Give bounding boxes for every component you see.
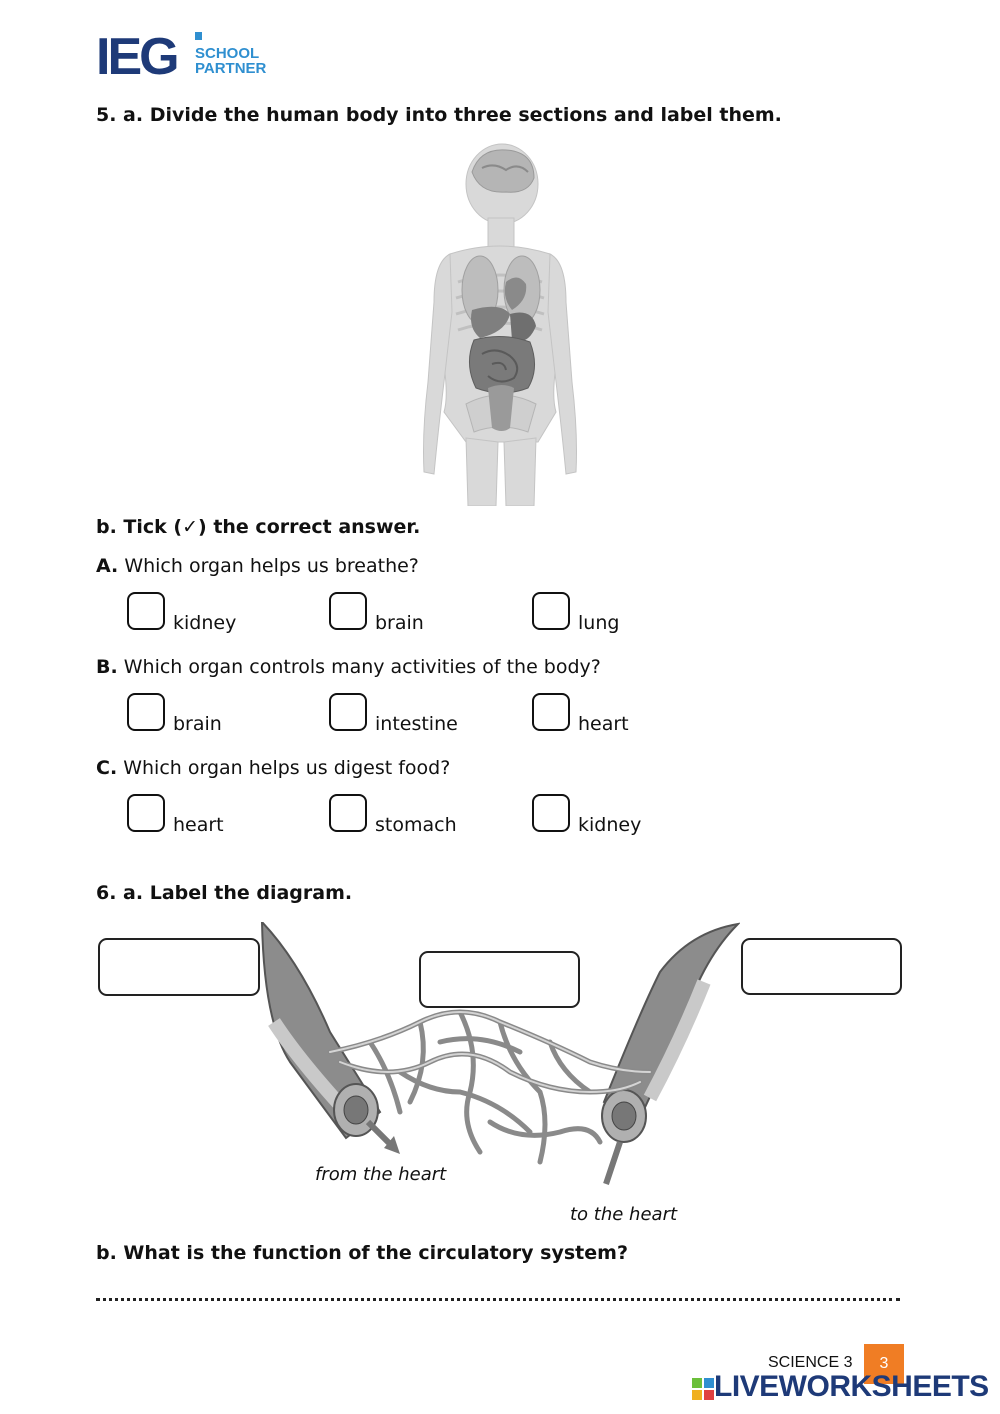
liveworksheets-logo-icon [692,1378,714,1400]
option-label: heart [173,814,224,836]
checkbox-A-brain[interactable] [329,592,367,630]
option-label: brain [375,612,424,634]
logo-wordmark: IEG [96,28,177,86]
page-number-badge: 3 [864,1344,904,1384]
question-B-text: Which organ controls many activities of the body? [117,656,601,678]
question-6b-title: b. What is the function of the circulatory system? [96,1242,628,1264]
option-label: stomach [375,814,457,836]
question-A [96,555,419,577]
checkbox-C-heart[interactable] [127,794,165,832]
label-box-right[interactable] [741,938,902,995]
checkbox-B-intestine[interactable] [329,693,367,731]
liveworksheets-brand: LIVEWORKSHEETS [714,1370,989,1403]
checkbox-B-brain[interactable] [127,693,165,731]
caption-from-heart: from the heart [315,1164,447,1185]
question-B-letter: B. [96,656,118,678]
option-label: intestine [375,713,458,735]
label-box-middle[interactable] [419,951,580,1008]
question-C [96,757,450,779]
logo-flag-icon [195,32,202,40]
question-A-letter: A. [96,555,119,577]
label-box-left[interactable] [98,938,260,996]
logo-subtitle [195,46,266,76]
question-C-text: Which organ helps us digest food? [117,757,451,779]
option-label: brain [173,713,222,735]
caption-to-heart: to the heart [570,1204,678,1225]
checkbox-C-kidney[interactable] [532,794,570,832]
question-C-letter: C. [96,757,118,779]
question-5a-title: 5. a. Divide the human body into three sections and label them. [96,104,782,126]
question-5b-title: b. Tick (✓) the correct answer. [96,516,421,538]
option-label: lung [578,612,620,634]
human-body-illustration [410,142,590,506]
option-label: kidney [173,612,237,634]
answer-line[interactable] [96,1290,900,1301]
option-label: kidney [578,814,642,836]
checkbox-C-stomach[interactable] [329,794,367,832]
logo-subtitle-line2: PARTNER [195,60,267,77]
checkbox-A-lung[interactable] [532,592,570,630]
question-A-text: Which organ helps us breathe? [118,555,419,577]
checkbox-B-heart[interactable] [532,693,570,731]
question-B [96,656,601,678]
logo-subtitle-line1: SCHOOL [195,45,260,62]
question-6a-title: 6. a. Label the diagram. [96,882,353,904]
footer-subject: SCIENCE 3 [768,1354,853,1371]
checkbox-A-kidney[interactable] [127,592,165,630]
option-label: heart [578,713,629,735]
